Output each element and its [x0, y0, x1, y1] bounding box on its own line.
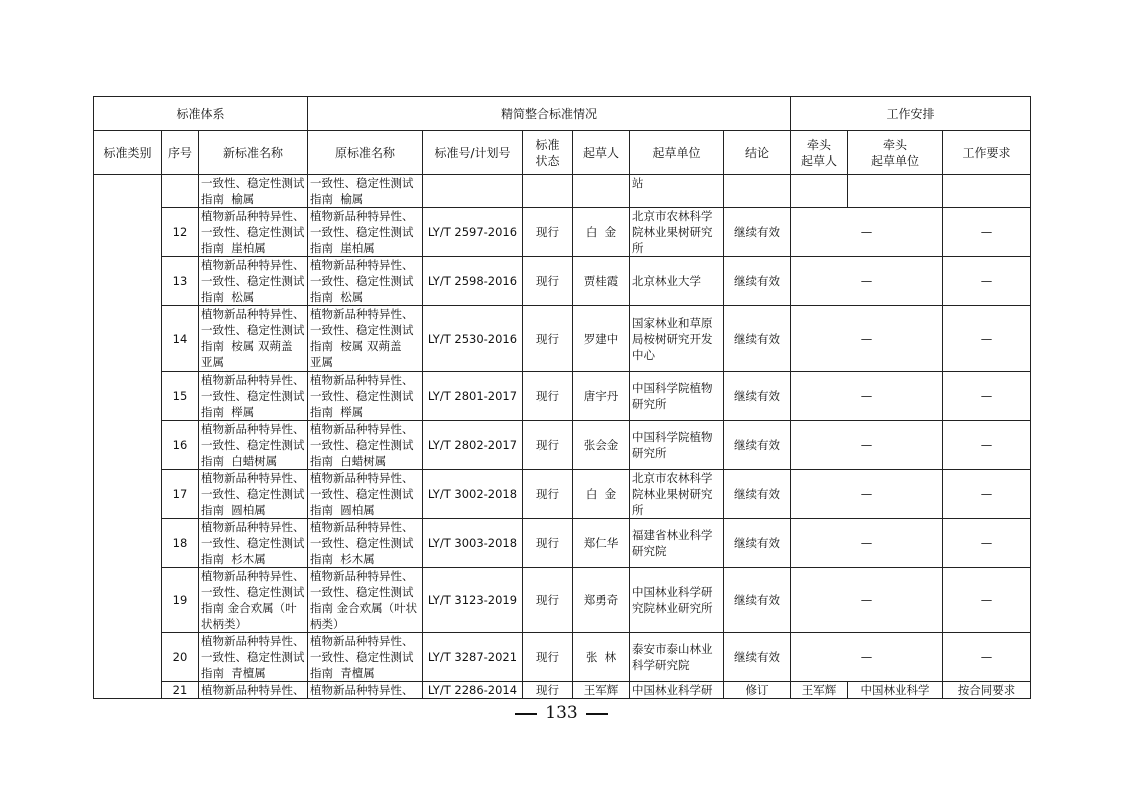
table-row — [94, 633, 1031, 682]
conclusion-cell: 继续有效 — [724, 633, 791, 682]
lead-cells-dash: — — [791, 633, 943, 682]
table-row — [94, 208, 1031, 257]
code-cell: LY/T 2801-2017 — [423, 372, 523, 421]
lead-cells-dash: — — [791, 470, 943, 519]
number-cell: 14 — [162, 306, 199, 372]
table-row — [94, 519, 1031, 568]
lead-unit-cell — [848, 175, 943, 208]
conclusion-cell: 继续有效 — [724, 257, 791, 306]
conclusion-cell: 继续有效 — [724, 470, 791, 519]
old-name-cell: 植物新品种特异性、 一致性、稳定性测试 指南 青檀属 — [308, 633, 423, 682]
unit-cell: 北京市农林科学 院林业果树研究 所 — [630, 470, 724, 519]
unit-cell: 北京林业大学 — [630, 257, 724, 306]
requirement-cell: — — [943, 372, 1031, 421]
lead-cells-dash: — — [791, 257, 943, 306]
lead-unit-cell: 中国林业科学 — [848, 682, 943, 699]
old-name-cell: 植物新品种特异性、 一致性、稳定性测试 指南 白蜡树属 — [308, 421, 423, 470]
requirement-cell: 按合同要求 — [943, 682, 1031, 699]
page-footer — [0, 703, 1123, 723]
code-cell: LY/T 3002-2018 — [423, 470, 523, 519]
status-cell: 现行 — [523, 633, 573, 682]
unit-cell: 站 — [630, 175, 724, 208]
number-cell — [162, 175, 199, 208]
standards-table — [93, 96, 1031, 699]
number-cell: 12 — [162, 208, 199, 257]
col-drafting-unit: 起草单位 — [630, 131, 724, 175]
status-cell: 现行 — [523, 519, 573, 568]
code-cell: LY/T 2802-2017 — [423, 421, 523, 470]
conclusion-cell: 继续有效 — [724, 421, 791, 470]
drafter-cell: 张 林 — [573, 633, 630, 682]
unit-cell: 北京市农林科学 院林业果树研究 所 — [630, 208, 724, 257]
number-cell: 21 — [162, 682, 199, 699]
old-name-cell: 植物新品种特异性、 一致性、稳定性测试 指南 松属 — [308, 257, 423, 306]
status-cell: 现行 — [523, 470, 573, 519]
drafter-cell: 郑仁华 — [573, 519, 630, 568]
unit-cell: 中国科学院植物 研究所 — [630, 421, 724, 470]
code-cell: LY/T 3123-2019 — [423, 568, 523, 633]
old-name-cell: 植物新品种特异性、 一致性、稳定性测试 指南 崖柏属 — [308, 208, 423, 257]
status-cell: 现行 — [523, 372, 573, 421]
number-cell: 16 — [162, 421, 199, 470]
number-cell: 20 — [162, 633, 199, 682]
drafter-cell — [573, 175, 630, 208]
old-name-cell: 植物新品种特异性、 一致性、稳定性测试 指南 金合欢属（叶状 柄类） — [308, 568, 423, 633]
page-number: 133 — [545, 703, 578, 723]
old-name-cell: 植物新品种特异性、 一致性、稳定性测试 指南 榉属 — [308, 372, 423, 421]
old-name-cell: 植物新品种特异性、 一致性、稳定性测试 指南 圆柏属 — [308, 470, 423, 519]
old-name-cell: 植物新品种特异性、 一致性、稳定性测试 指南 桉属 双蒴盖 亚属 — [308, 306, 423, 372]
conclusion-cell: 继续有效 — [724, 306, 791, 372]
requirement-cell: — — [943, 421, 1031, 470]
table-row-continuation — [94, 175, 1031, 208]
lead-cells-dash: — — [791, 568, 943, 633]
number-cell: 18 — [162, 519, 199, 568]
requirement-cell: — — [943, 568, 1031, 633]
requirement-cell: — — [943, 519, 1031, 568]
requirement-cell: — — [943, 208, 1031, 257]
new-name-cell: 植物新品种特异性、 一致性、稳定性测试 指南 崖柏属 — [199, 208, 308, 257]
group-header-system: 标准体系 — [94, 97, 308, 131]
drafter-cell: 贾桂霞 — [573, 257, 630, 306]
table-row — [94, 421, 1031, 470]
drafter-cell: 白 金 — [573, 470, 630, 519]
requirement-cell: — — [943, 306, 1031, 372]
new-name-cell: 植物新品种特异性、 一致性、稳定性测试 指南 白蜡树属 — [199, 421, 308, 470]
unit-cell: 中国林业科学研 究院林业研究所 — [630, 568, 724, 633]
requirement-cell: — — [943, 257, 1031, 306]
table-row — [94, 372, 1031, 421]
category-cell — [94, 175, 162, 699]
status-cell: 现行 — [523, 306, 573, 372]
code-cell: LY/T 3287-2021 — [423, 633, 523, 682]
lead-cells-dash: — — [791, 208, 943, 257]
status-cell: 现行 — [523, 682, 573, 699]
code-cell — [423, 175, 523, 208]
number-cell: 19 — [162, 568, 199, 633]
group-header-integration: 精简整合标准情况 — [308, 97, 791, 131]
unit-cell: 中国科学院植物 研究所 — [630, 372, 724, 421]
lead-drafter-cell — [791, 175, 848, 208]
lead-drafter-cell: 王军辉 — [791, 682, 848, 699]
col-conclusion: 结论 — [724, 131, 791, 175]
status-cell: 现行 — [523, 568, 573, 633]
col-old-name: 原标准名称 — [308, 131, 423, 175]
drafter-cell: 张会金 — [573, 421, 630, 470]
number-cell: 17 — [162, 470, 199, 519]
col-requirement: 工作要求 — [943, 131, 1031, 175]
new-name-cell: 植物新品种特异性、 一致性、稳定性测试 指南 圆柏属 — [199, 470, 308, 519]
drafter-cell: 唐宇丹 — [573, 372, 630, 421]
new-name-cell: 植物新品种特异性、 一致性、稳定性测试 指南 松属 — [199, 257, 308, 306]
unit-cell: 中国林业科学研 — [630, 682, 724, 699]
drafter-cell: 白 金 — [573, 208, 630, 257]
status-cell — [523, 175, 573, 208]
new-name-cell: 植物新品种特异性、 一致性、稳定性测试 指南 榉属 — [199, 372, 308, 421]
code-cell: LY/T 2530-2016 — [423, 306, 523, 372]
group-header-work: 工作安排 — [791, 97, 1031, 131]
conclusion-cell: 继续有效 — [724, 568, 791, 633]
old-name-cell: 植物新品种特异性、 一致性、稳定性测试 指南 杉木属 — [308, 519, 423, 568]
unit-cell: 泰安市泰山林业 科学研究院 — [630, 633, 724, 682]
col-status: 标准 状态 — [523, 131, 573, 175]
new-name-cell: 植物新品种特异性、 — [199, 682, 308, 699]
conclusion-cell: 继续有效 — [724, 208, 791, 257]
status-cell: 现行 — [523, 421, 573, 470]
table-row — [94, 470, 1031, 519]
conclusion-cell: 继续有效 — [724, 372, 791, 421]
lead-cells-dash: — — [791, 519, 943, 568]
status-cell: 现行 — [523, 208, 573, 257]
col-lead-unit: 牵头 起草单位 — [848, 131, 943, 175]
drafter-cell: 王军辉 — [573, 682, 630, 699]
old-name-cell: 植物新品种特异性、 — [308, 682, 423, 699]
drafter-cell: 罗建中 — [573, 306, 630, 372]
col-new-name: 新标准名称 — [199, 131, 308, 175]
requirement-cell: — — [943, 633, 1031, 682]
col-standard-code: 标准号/计划号 — [423, 131, 523, 175]
code-cell: LY/T 2597-2016 — [423, 208, 523, 257]
table-row — [94, 306, 1031, 372]
table-row — [94, 682, 1031, 699]
conclusion-cell: 继续有效 — [724, 519, 791, 568]
new-name-cell: 植物新品种特异性、 一致性、稳定性测试 指南 桉属 双蒴盖 亚属 — [199, 306, 308, 372]
unit-cell: 福建省林业科学 研究院 — [630, 519, 724, 568]
conclusion-cell — [724, 175, 791, 208]
col-drafter: 起草人 — [573, 131, 630, 175]
number-cell: 13 — [162, 257, 199, 306]
number-cell: 15 — [162, 372, 199, 421]
code-cell: LY/T 2286-2014 — [423, 682, 523, 699]
footer-left-dash — [515, 713, 537, 715]
footer-right-dash — [586, 713, 608, 715]
new-name-cell: 一致性、稳定性测试 指南 榆属 — [199, 175, 308, 208]
requirement-cell — [943, 175, 1031, 208]
lead-cells-dash: — — [791, 421, 943, 470]
col-lead-drafter: 牵头 起草人 — [791, 131, 848, 175]
code-cell: LY/T 2598-2016 — [423, 257, 523, 306]
code-cell: LY/T 3003-2018 — [423, 519, 523, 568]
unit-cell: 国家林业和草原 局桉树研究开发 中心 — [630, 306, 724, 372]
new-name-cell: 植物新品种特异性、 一致性、稳定性测试 指南 青檀属 — [199, 633, 308, 682]
table-row — [94, 568, 1031, 633]
new-name-cell: 植物新品种特异性、 一致性、稳定性测试 指南 金合欢属（叶 状柄类） — [199, 568, 308, 633]
old-name-cell: 一致性、稳定性测试 指南 榆属 — [308, 175, 423, 208]
lead-cells-dash: — — [791, 306, 943, 372]
new-name-cell: 植物新品种特异性、 一致性、稳定性测试 指南 杉木属 — [199, 519, 308, 568]
col-number: 序号 — [162, 131, 199, 175]
table-row — [94, 257, 1031, 306]
drafter-cell: 郑勇奇 — [573, 568, 630, 633]
col-category: 标准类别 — [94, 131, 162, 175]
lead-cells-dash: — — [791, 372, 943, 421]
requirement-cell: — — [943, 470, 1031, 519]
status-cell: 现行 — [523, 257, 573, 306]
conclusion-cell: 修订 — [724, 682, 791, 699]
